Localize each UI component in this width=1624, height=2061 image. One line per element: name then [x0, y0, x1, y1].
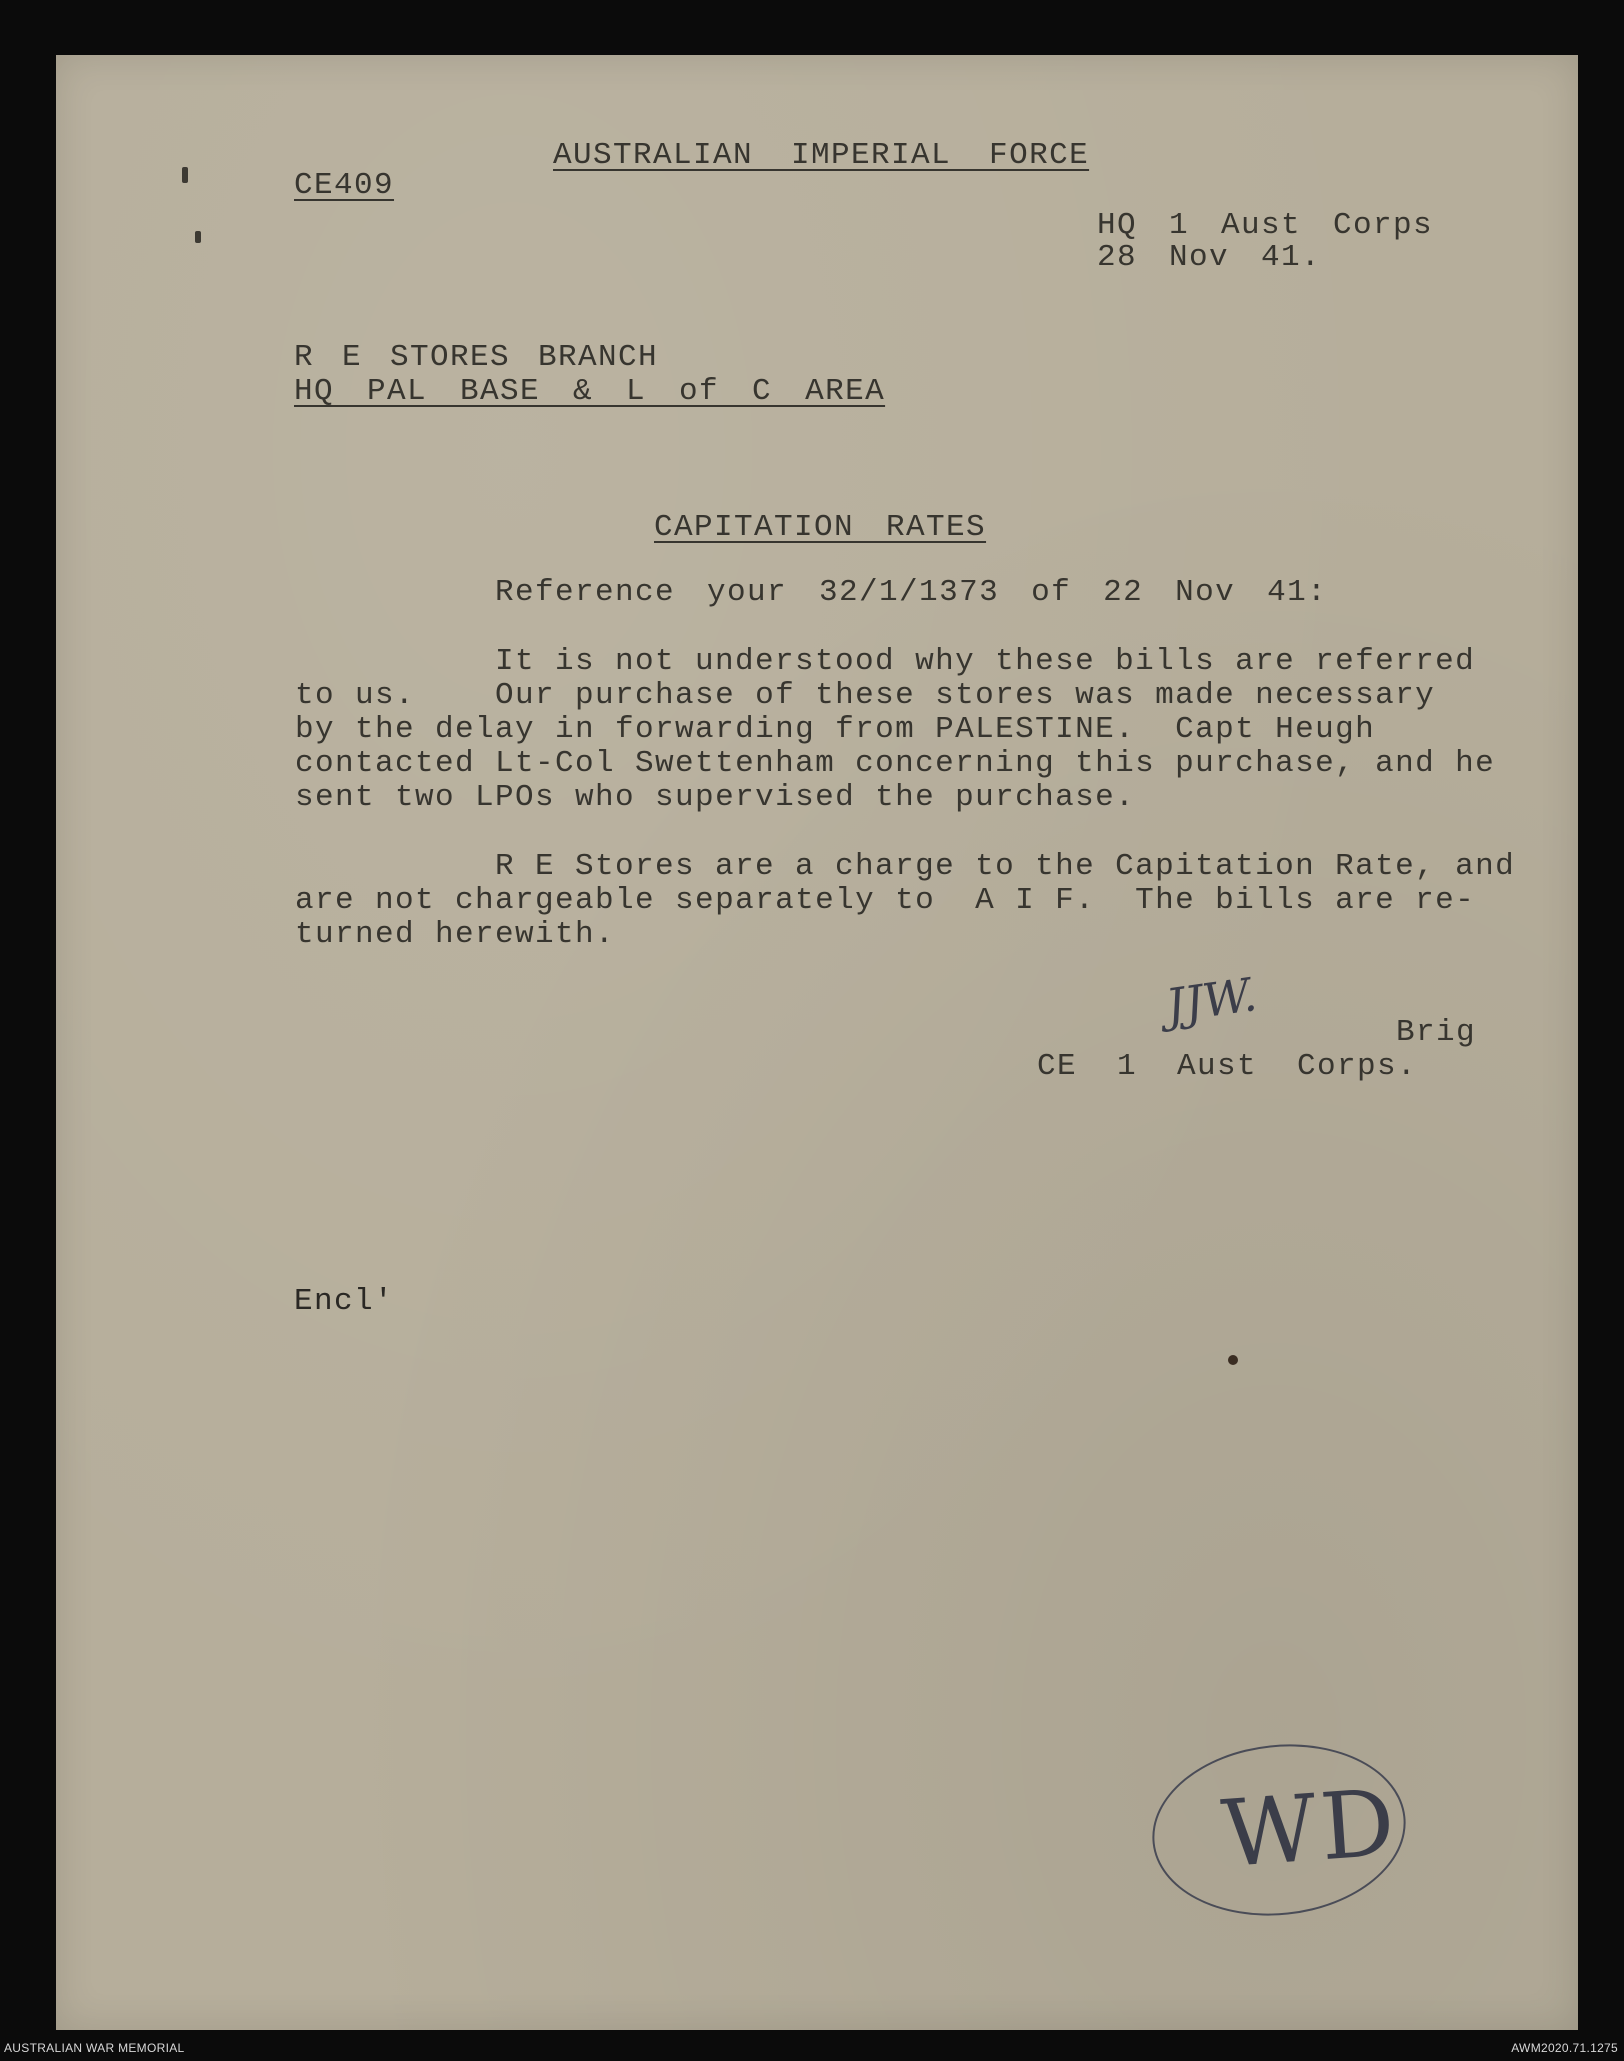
archive-footer-left: AUSTRALIAN WAR MEMORIAL — [4, 2041, 185, 2055]
document-page — [56, 55, 1578, 2030]
paragraph-2-line-3: turned herewith. — [295, 917, 616, 952]
archive-footer-right: AWM2020.71.1275 — [1511, 2041, 1618, 2055]
signature-title: CE 1 Aust Corps. — [1037, 1049, 1418, 1084]
sender-line-1: HQ 1 Aust Corps — [1097, 208, 1434, 243]
file-reference: CE409 — [294, 168, 395, 203]
ink-speck — [182, 167, 188, 183]
document-heading: AUSTRALIAN IMPERIAL FORCE — [553, 138, 1090, 173]
paragraph-2-line-1: R E Stores are a charge to the Capitation Rate, and — [495, 849, 1516, 884]
pencil-wd-marking: WD — [1218, 1768, 1402, 1889]
ink-speck — [195, 231, 201, 243]
subject-heading: CAPITATION RATES — [654, 510, 987, 545]
sender-line-2: 28 Nov 41. — [1097, 240, 1322, 275]
paragraph-1-line-1: It is not understood why these bills are referred — [495, 644, 1476, 679]
paragraph-1-line-4: contacted Lt-Col Swettenham concerning this purchase, and he — [295, 746, 1496, 781]
paragraph-1-line-3: by the delay in forwarding from PALESTINE. Capt Heugh — [295, 712, 1376, 747]
handwritten-initials: JJW. — [1162, 966, 1261, 1034]
enclosure-note: Encl' — [294, 1284, 395, 1319]
recipient-line-1: R E STORES BRANCH — [294, 340, 659, 375]
paragraph-2-line-2: are not chargeable separately to A I F. The bills are re- — [295, 883, 1476, 918]
ink-speck — [1228, 1355, 1238, 1365]
signature-rank: Brig — [1396, 1015, 1477, 1050]
paragraph-1-line-5: sent two LPOs who supervised the purchase. — [295, 780, 1136, 815]
paragraph-1-line-2: to us. Our purchase of these stores was made necessary — [295, 678, 1436, 713]
reference-line: Reference your 32/1/1373 of 22 Nov 41: — [495, 575, 1328, 610]
recipient-line-2: HQ PAL BASE & L of C AREA — [294, 374, 886, 409]
